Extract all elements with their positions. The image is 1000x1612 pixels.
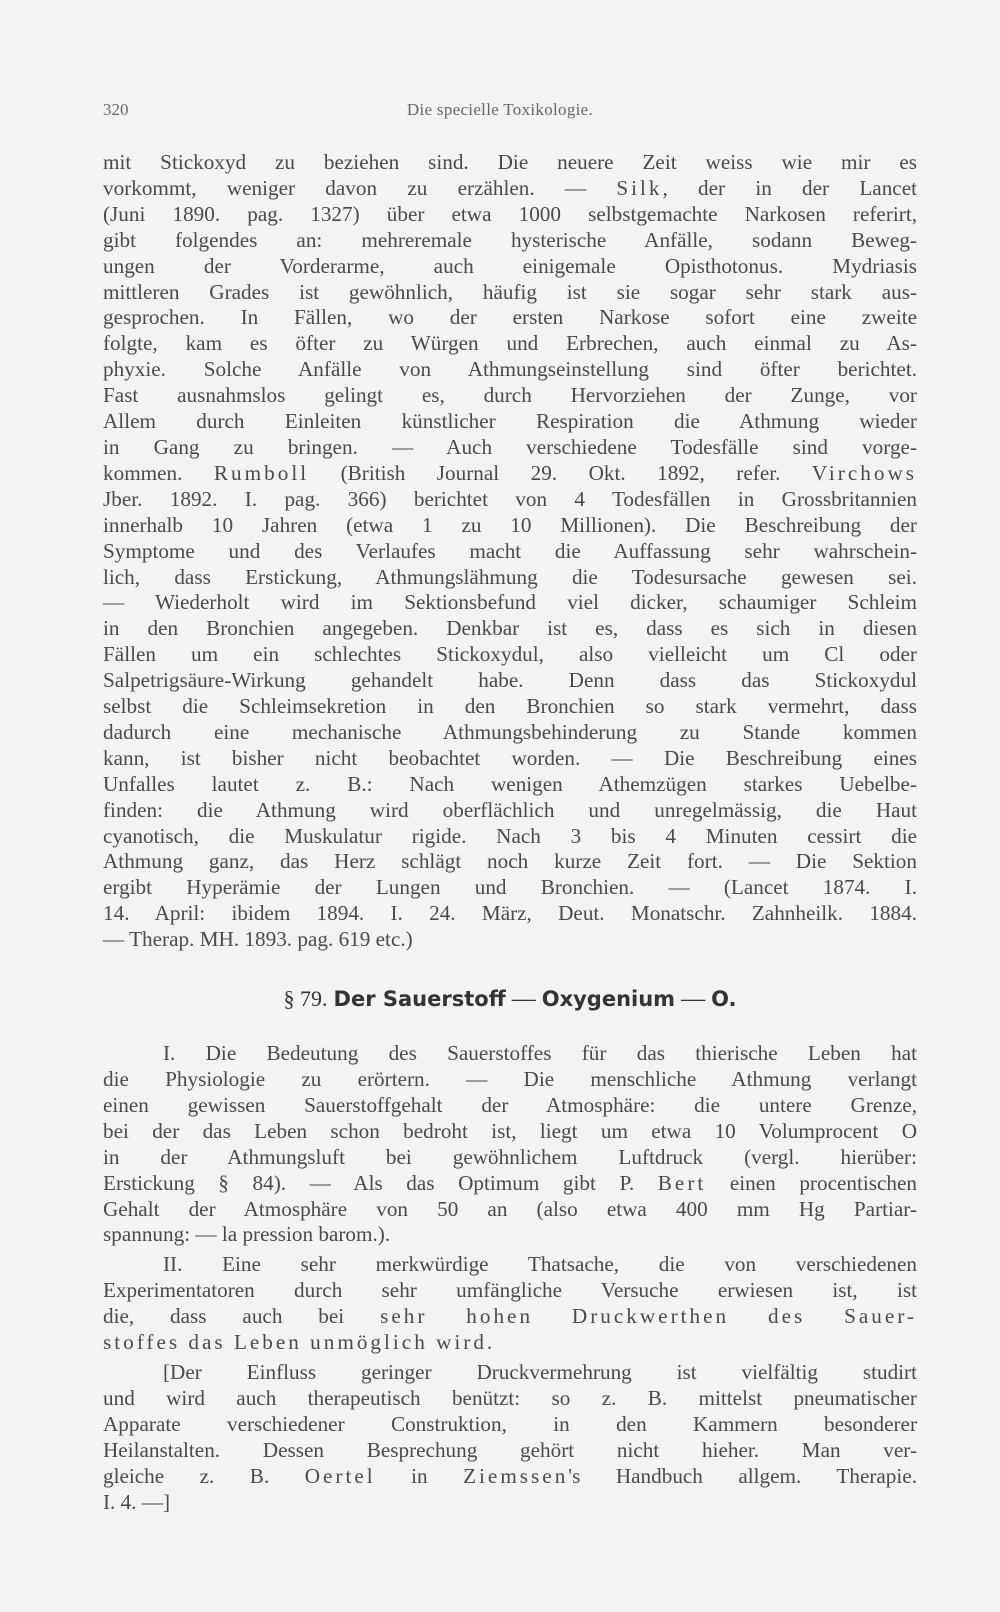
text-line: kommen. Rumboll (British Journal 29. Okt. 1892, refer. Virchows: [103, 460, 917, 485]
text-line: Apparate verschiedener Construktion, in den Kammern besonderer: [103, 1411, 917, 1436]
section-title-sauerstoff: Der Sauerstoff: [333, 987, 506, 1012]
text-line: stoffes das Leben unmöglich wird.: [103, 1330, 496, 1355]
text-line: gibt folgendes an: mehreremale hysterische Anfälle, sodann Beweg-: [103, 227, 917, 252]
text-line: ungen der Vorderarme, auch einigemale Opisthotonus. Mydriasis: [103, 253, 917, 278]
author-name: Bert: [657, 1170, 707, 1195]
text-line: lich, dass Erstickung, Athmungslähmung die Todesursache gewesen sei.: [103, 564, 917, 589]
text-line: Symptome und des Verlaufes macht die Auffassung sehr wahrschein-: [103, 538, 917, 563]
text-line: Allem durch Einleiten künstlicher Respiration die Athmung wieder: [103, 409, 917, 434]
text-line: — Therap. MH. 1893. pag. 619 etc.): [103, 927, 413, 952]
text-line: Salpetrigsäure-Wirkung gehandelt habe. Denn dass das Stickoxydul: [103, 668, 917, 693]
text-line: Jber. 1892. I. pag. 366) berichtet von 4 Todesfällen in Grossbritannien: [103, 486, 917, 511]
text-line: finden: die Athmung wird oberflächlich und unregelmässig, die Haut: [103, 797, 917, 822]
paragraph-druckvermehrung: [103, 1360, 917, 1515]
text-line: II. Eine sehr merkwürdige Thatsache, die von verschiedenen: [163, 1252, 917, 1277]
text-line: Heilanstalten. Dessen Besprechung gehört nicht hieher. Man ver-: [103, 1437, 917, 1462]
section-number: § 79.: [283, 986, 328, 1012]
text-line: I. 4. —]: [103, 1489, 171, 1514]
text-line: innerhalb 10 Jahren (etwa 1 zu 10 Millionen). Die Beschreibung der: [103, 512, 917, 537]
text-line: [Der Einfluss geringer Druckvermehrung ist vielfältig studirt: [163, 1359, 917, 1384]
text-line: selbst die Schleimsekretion in den Bronchien so stark vermehrt, dass: [103, 694, 917, 719]
text-line: mittleren Grades ist gewöhnlich, häufig ist sie sogar sehr stark aus-: [103, 279, 917, 304]
author-name: Silk: [616, 175, 663, 200]
text-line: ergibt Hyperämie der Lungen und Bronchien. — (Lancet 1874. I.: [103, 875, 917, 900]
text-line: I. Die Bedeutung des Sauerstoffes für das thierische Leben hat: [163, 1041, 917, 1066]
text-line: folgte, kam es öfter zu Würgen und Erbrechen, auch einmal zu As-: [103, 331, 917, 356]
text-line: — Wiederholt wird im Sektionsbefund viel dicker, schaumiger Schleim: [103, 590, 917, 615]
text-line: und wird auch therapeutisch benützt: so z. B. mittelst pneumatischer: [103, 1385, 917, 1410]
text-line: in Gang zu bringen. — Auch verschiedene Todesfälle sind vorge-: [103, 434, 917, 459]
text-line: Erstickung § 84). — Als das Optimum gibt P. Bert einen procentischen: [103, 1170, 917, 1195]
text-line: dadurch eine mechanische Athmungsbehinderung zu Stande kommen: [103, 719, 917, 744]
paragraph-ii-thatsache: [103, 1252, 917, 1356]
author-name: Oertel: [304, 1463, 376, 1488]
section-title-symbol: O.: [711, 987, 737, 1012]
section-title-oxygenium: Oxygenium: [541, 987, 676, 1012]
text-line: Unfalles lautet z. B.: Nach wenigen Athemzügen starkes Uebelbe-: [103, 771, 917, 796]
text-line: gesprochen. In Fällen, wo der ersten Narkose sofort eine zweite: [103, 305, 917, 330]
text-line: die Physiologie zu erörtern. — Die menschliche Athmung verlangt: [103, 1067, 917, 1091]
author-name: Ziemssen: [463, 1463, 569, 1488]
text-line: Fast ausnahmslos gelingt es, durch Hervorziehen der Zunge, vor: [103, 383, 917, 408]
text-line: cyanotisch, die Muskulatur rigide. Nach 3 bis 4 Minuten cessirt die: [103, 823, 917, 848]
text-line: Athmung ganz, das Herz schlägt noch kurze Zeit fort. — Die Sektion: [103, 849, 917, 874]
text-line: einen gewissen Sauerstoffgehalt der Atmosphäre: die untere Grenze,: [103, 1092, 917, 1117]
text-line: (Juni 1890. pag. 1327) über etwa 1000 selbstgemachte Narkosen referirt,: [103, 201, 917, 226]
text-line: phyxie. Solche Anfälle von Athmungseinstellung sind öfter berichtet.: [103, 357, 917, 382]
text-line: Experimentatoren durch sehr umfängliche Versuche erwiesen ist, ist: [103, 1278, 917, 1303]
paragraph-i-bedeutung: [103, 1041, 917, 1248]
text-line: bei der das Leben schon bedroht ist, liegt um etwa 10 Volumprocent O: [103, 1118, 917, 1143]
text-line: gleiche z. B. Oertel in Ziemssen's Handbuch allgem. Therapie.: [103, 1463, 917, 1488]
author-name: Rumboll: [213, 460, 310, 485]
text-line: Fällen um ein schlechtes Stickoxydul, also vielleicht um Cl oder: [103, 642, 917, 667]
text-line: vorkommt, weniger davon zu erzählen. — Silk, der in der Lancet: [103, 175, 917, 200]
text-line: in der Athmungsluft bei gewöhnlichem Luftdruck (vergl. hierüber:: [103, 1144, 917, 1169]
text-line: mit Stickoxyd zu beziehen sind. Die neuere Zeit weiss wie mir es: [103, 150, 917, 174]
heading-dash: —: [505, 986, 542, 1013]
text-line: 14. April: ibidem 1894. I. 24. März, Deut. Monatschr. Zahnheilk. 1884.: [103, 901, 917, 926]
heading-dash: —: [675, 986, 712, 1013]
running-title: Die specielle Toxikologie.: [406, 100, 594, 119]
text-line: spannung: — la pression barom.).: [103, 1222, 391, 1247]
paragraph-stickoxyd-continued: [103, 150, 917, 953]
emphasized-text: sehr hohen Druckwerthen des Sauer-: [380, 1304, 917, 1329]
author-name: Virchows: [811, 460, 917, 485]
page-number: 320: [103, 100, 129, 119]
text-line: kann, ist bisher nicht beobachtet worden. — Die Beschreibung eines: [103, 745, 917, 770]
text-line: die, dass auch bei sehr hohen Druckwerthen des Sauer-: [103, 1304, 917, 1329]
text-line: Gehalt der Atmosphäre von 50 an (also etwa 400 mm Hg Partiar-: [103, 1196, 917, 1221]
section-heading: [103, 984, 917, 1014]
page-header: [103, 100, 897, 124]
text-line: in den Bronchien angegeben. Denkbar ist es, dass es sich in diesen: [103, 616, 917, 641]
body-text: [103, 150, 917, 1515]
